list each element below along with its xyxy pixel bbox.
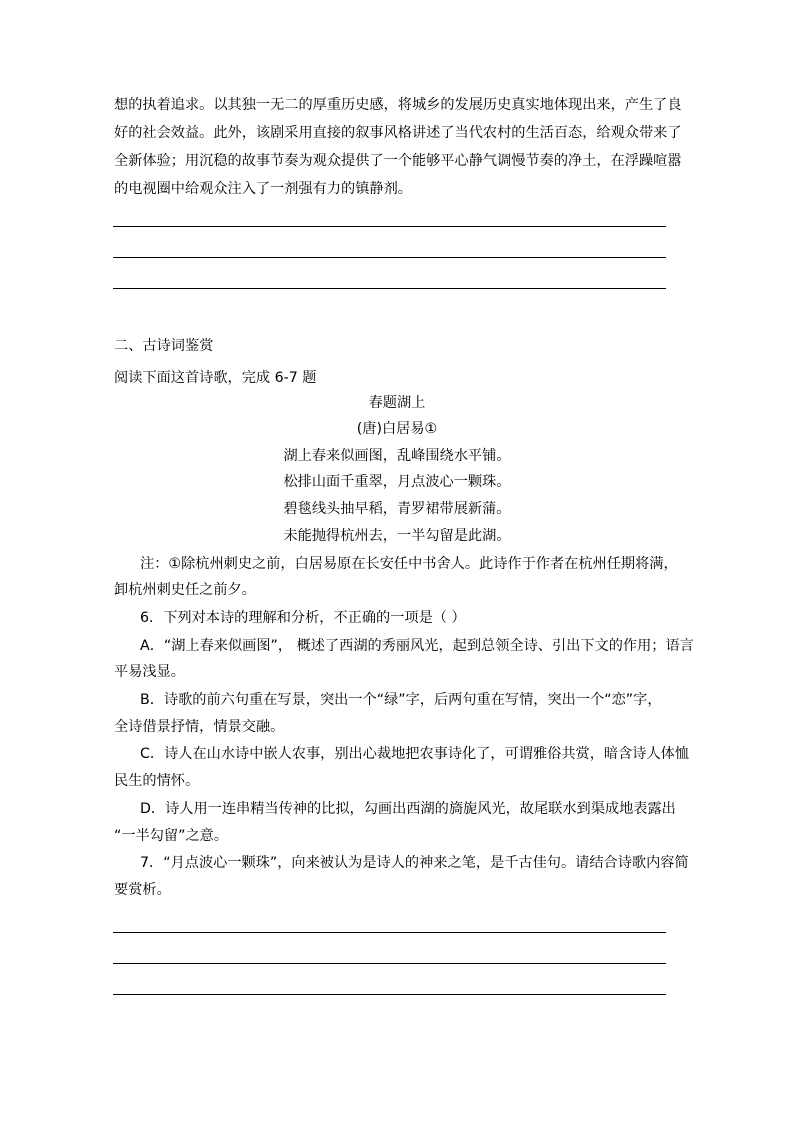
note-line-2: 卸杭州刺史任之前夕。 — [114, 582, 256, 598]
poem-line-3: 碧毯线头抽早稻，青罗裙带展新蒲。 — [283, 501, 511, 517]
q6-option-d: D．诗人用一连串精当传神的比拟，勾画出西湖的旖旎风光，故尾联水到渠成地表露出 — [140, 801, 676, 817]
poem-line-2: 松排山面千重翠，月点波心一颗珠。 — [283, 474, 511, 490]
poem-line-1: 湖上春来似画图，乱峰围绕水平铺。 — [283, 448, 511, 464]
answer-line[interactable] — [113, 932, 666, 933]
passage-line-1: 想的执着追求。以其独一无二的厚重历史感，将城乡的发展历史真实地体现出来，产生了良 — [114, 97, 682, 113]
passage-line-4: 的电视圈中给观众注入了一剂强有力的镇静剂。 — [114, 181, 412, 197]
passage-line-2: 好的社会效益。此外，该剧采用直接的叙事风格讲述了当代农村的生活百态，给观众带来了 — [114, 125, 682, 141]
answer-line[interactable] — [113, 288, 666, 289]
note-line-1: 注：①除杭州刺史之前，白居易原在长安任中书舍人。此诗作于作者在杭州任期将满， — [140, 556, 678, 572]
poem-line-4: 未能抛得杭州去，一半勾留是此湖。 — [283, 528, 511, 544]
q7-stem-cont: 要赏析。 — [114, 882, 171, 898]
q6-option-a: A．“湖上春来似画图”， 概述了西湖的秀丽风光，起到总领全诗、引出下文的作用；语言 — [140, 638, 694, 654]
answer-line[interactable] — [113, 963, 666, 964]
q6-stem: 6．下列对本诗的理解和分析，不正确的一项是（ ） — [140, 610, 466, 626]
answer-line[interactable] — [113, 226, 666, 227]
passage-line-3: 全新体验；用沉稳的故事节奏为观众提供了一个能够平心静气调慢节奏的净土，在浮躁喧嚣 — [114, 153, 682, 169]
poem-title: 春题湖上 — [368, 395, 426, 411]
q6-option-c: C．诗人在山水诗中嵌人农事，别出心裁地把农事诗化了，可谓雅俗共赏，暗含诗人体恤 — [140, 746, 690, 762]
q6-option-b: B．诗歌的前六句重在写景，突出一个“绿”字，后两句重在写情，突出一个“恋”字， — [140, 692, 662, 708]
answer-line[interactable] — [113, 994, 666, 995]
q7-stem: 7．“月点波心一颗珠”，向来被认为是诗人的神来之笔，是千古佳句。请结合诗歌内容简 — [140, 855, 689, 871]
answer-line[interactable] — [113, 257, 666, 258]
q6-option-c-cont: 民生的情怀。 — [114, 773, 200, 789]
q6-option-d-cont: “一半勾留”之意。 — [114, 828, 229, 844]
poem-author: (唐)白居易① — [356, 421, 438, 437]
q6-option-a-cont: 平易浅显。 — [114, 664, 185, 680]
section-instruction: 阅读下面这首诗歌，完成 6-7 题 — [114, 370, 317, 386]
q6-option-b-cont: 全诗借景抒情，情景交融。 — [114, 719, 285, 735]
section-heading: 二、古诗词鉴赏 — [114, 338, 214, 354]
